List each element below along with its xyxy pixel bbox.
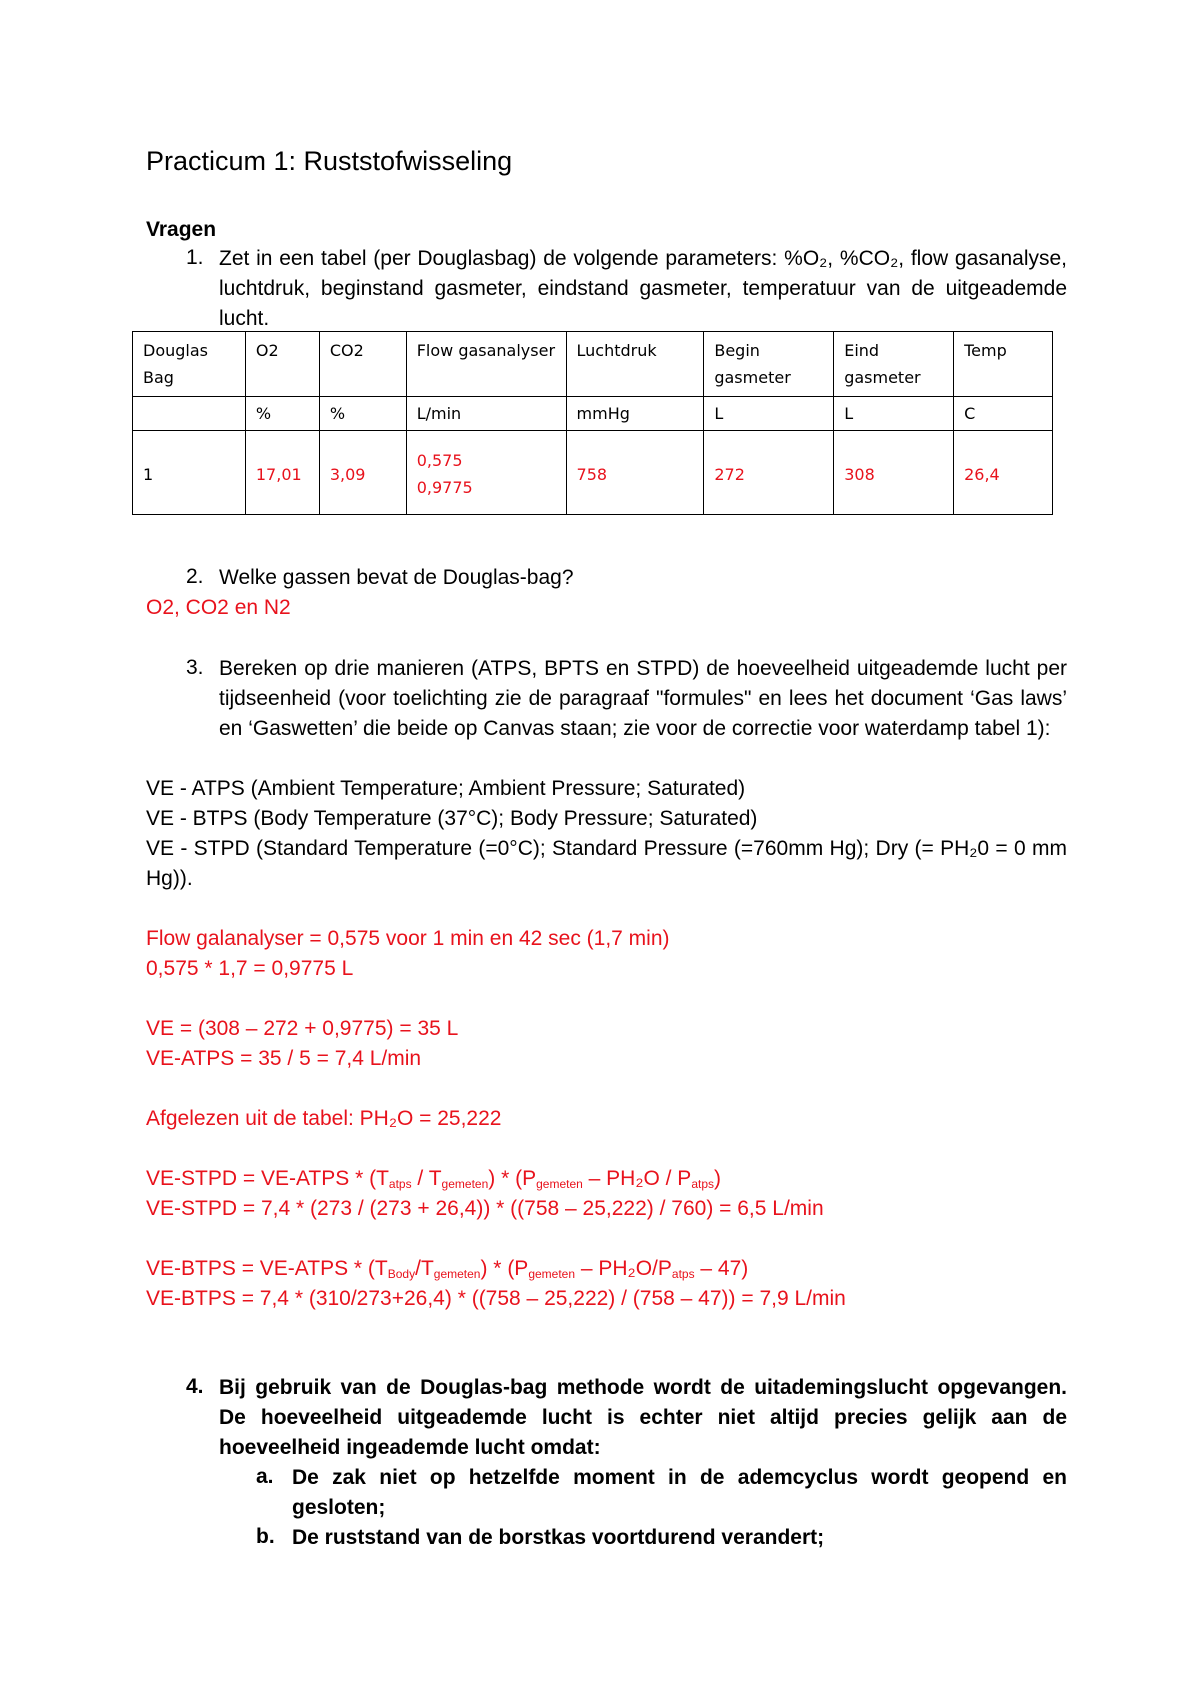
question-4-number: 4.	[186, 1375, 204, 1398]
header-cell: Eind gasmeter	[834, 332, 954, 397]
question-4b-text: De ruststand van de borstkas voortdurend verandert;	[292, 1526, 825, 1549]
flow-value-1: 0,575	[416, 451, 463, 470]
answer-ve-total: VE = (308 – 272 + 0,9775) = 35 L	[146, 1017, 459, 1040]
value-cell: 17,01	[245, 431, 319, 515]
question-4b-label: b.	[256, 1525, 275, 1548]
answer-flow-line-1: Flow galanalyser = 0,575 voor 1 min en 42 sec (1,7 min)	[146, 927, 670, 950]
value-cell: 3,09	[319, 431, 406, 515]
page-title: Practicum 1: Ruststofwisseling	[146, 146, 513, 176]
header-cell: Luchtdruk	[566, 332, 704, 397]
unit-cell	[133, 397, 246, 431]
question-4a-label: a.	[256, 1465, 274, 1488]
answer-ph2o: Afgelezen uit de tabel: PH₂O = 25,222	[146, 1107, 502, 1130]
header-cell: Temp	[954, 332, 1053, 397]
value-cell: 758	[566, 431, 704, 515]
answer-btps-formula: VE-BTPS = VE-ATPS * $(T_{Body}/T_{gemeten}) * (P_{gemeten} - PH_2O/P_{atps} - 47)$	[146, 1257, 749, 1281]
unit-cell: L/min	[406, 397, 566, 431]
question-4a-text: De zak niet op hetzelfde moment in de ademcyclus wordt geopend en gesloten;	[292, 1466, 1067, 1519]
unit-cell: L	[704, 397, 834, 431]
question-3-text: Bereken op drie manieren (ATPS, BPTS en STPD) de hoeveelheid uitgeademde lucht per tijdseenheid (voor toelichting zie de paragraaf "formules" en lees het document ‘Gas laws’ en ‘Gaswetten’ die beide op Canvas staan; zie voor de correctie voor waterdamp tabel 1):	[219, 657, 1067, 740]
answer-btps-calc: VE-BTPS = 7,4 * (310/273+26,4) * ((758 – 25,222) / (758 – 47)) = 7,9 L/min	[146, 1287, 846, 1310]
answer-stpd-formula: VE-STPD = VE-ATPS * $(T_{atps} / T_{gemeten}) * (P_{gemeten} - PH_2O / P_{atps})$	[146, 1167, 722, 1191]
unit-cell: %	[319, 397, 406, 431]
header-cell: O2	[245, 332, 319, 397]
answer-flow-line-2: 0,575 * 1,7 = 0,9775 L	[146, 957, 354, 980]
ve-atps-definition: VE - ATPS (Ambient Temperature; Ambient Pressure; Saturated)	[146, 777, 746, 800]
section-heading: Vragen	[146, 218, 217, 241]
question-4-text: Bij gebruik van de Douglas-bag methode wordt de uitademingslucht opgevangen. De hoeveelheid uitgeademde lucht is echter niet altijd precies gelijk aan de hoeveelheid ingeademde lucht omdat:	[219, 1376, 1067, 1459]
measurement-table	[132, 331, 1053, 515]
ve-btps-definition: VE - BTPS (Body Temperature (37°C); Body Pressure; Saturated)	[146, 807, 758, 830]
value-cell: 308	[834, 431, 954, 515]
value-cell: 272	[704, 431, 834, 515]
table-row	[133, 431, 1053, 515]
question-2-number: 2.	[186, 565, 204, 588]
flow-value-2: 0,9775	[416, 478, 473, 497]
unit-cell: L	[834, 397, 954, 431]
question-2-text: Welke gassen bevat de Douglas-bag?	[219, 566, 574, 589]
question-1-number: 1.	[186, 246, 204, 269]
header-cell: Douglas Bag	[133, 332, 246, 397]
question-3-number: 3.	[186, 656, 204, 679]
value-cell: 1	[133, 431, 246, 515]
value-cell-flow	[406, 431, 566, 515]
table-units-row	[133, 397, 1053, 431]
answer-ve-atps: VE-ATPS = 35 / 5 = 7,4 L/min	[146, 1047, 422, 1070]
ve-stpd-definition: VE - STPD (Standard Temperature (=0°C); Standard Pressure (=760mm Hg); Dry (= PH₂0 = 0 mm Hg)).	[146, 837, 1067, 890]
unit-cell: mmHg	[566, 397, 704, 431]
header-cell: Begin gasmeter	[704, 332, 834, 397]
value-cell: 26,4	[954, 431, 1053, 515]
question-2-answer: O2, CO2 en N2	[146, 596, 291, 619]
answer-stpd-calc: VE-STPD = 7,4 * (273 / (273 + 26,4)) * ((758 – 25,222) / 760) = 6,5 L/min	[146, 1197, 824, 1220]
unit-cell: C	[954, 397, 1053, 431]
header-cell: Flow gasanalyser	[406, 332, 566, 397]
table-header-row	[133, 332, 1053, 397]
unit-cell: %	[245, 397, 319, 431]
question-1-text: Zet in een tabel (per Douglasbag) de volgende parameters: %O₂, %CO₂, flow gasanalyse, luchtdruk, beginstand gasmeter, eindstand gasmeter, temperatuur van de uitgeademde lucht.	[219, 247, 1067, 330]
header-cell: CO2	[319, 332, 406, 397]
